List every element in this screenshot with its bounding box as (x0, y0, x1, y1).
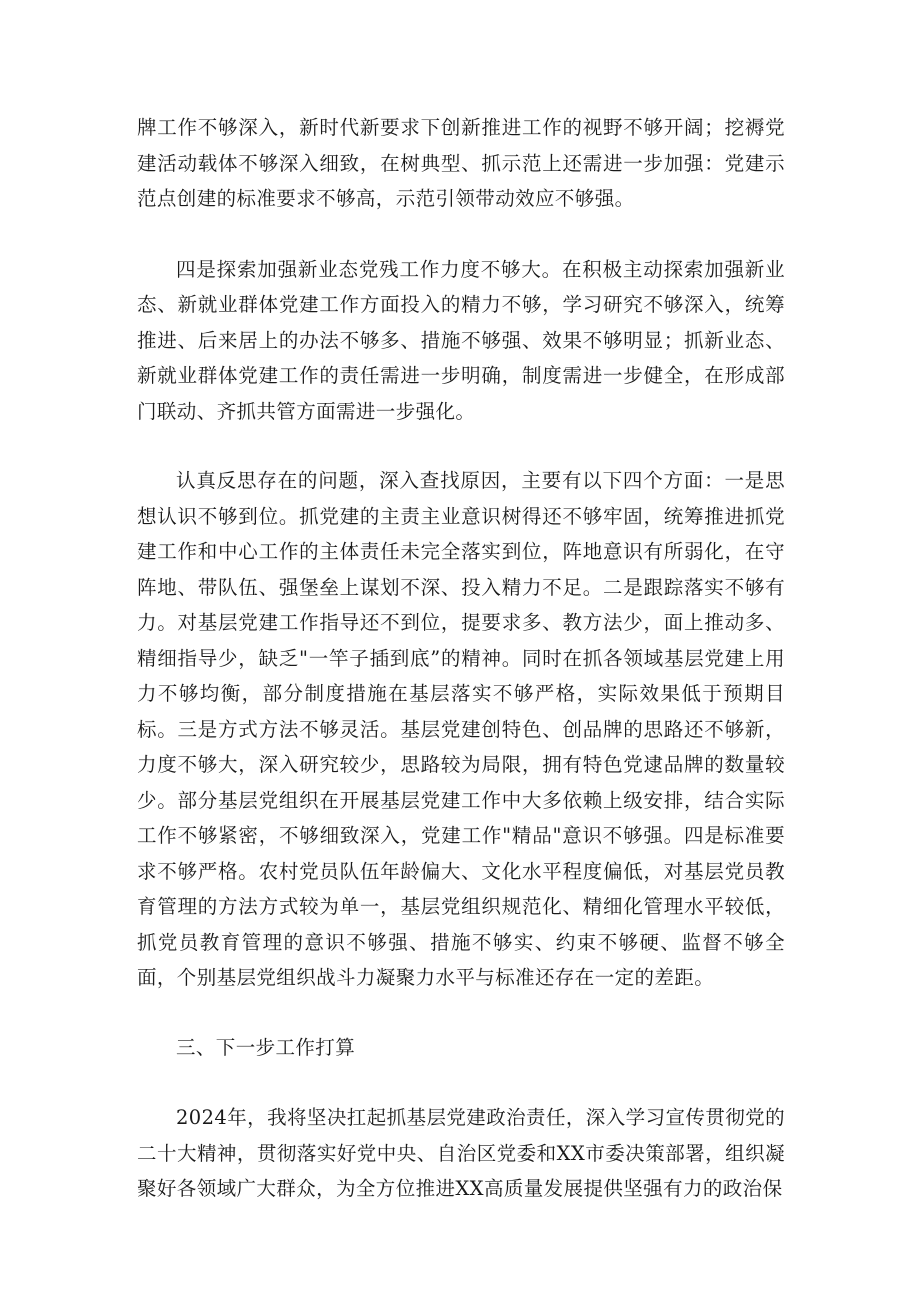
paragraph-continuation: 牌工作不够深入，新时代新要求下创新推进工作的视野不够开阔；挖褥党建活动载体不够深入细致，在树典型、抓示范上还需进一步加强：党建示范点创建的标准要求不够高，示范引领带动效应不够强。 (137, 116, 785, 210)
paragraph-point-four: 四是探索加强新业态党残工作力度不够大。在积极主动探索加强新业态、新就业群体党建工作方面投入的精力不够，学习研究不够深入，统筹推进、后来居上的办法不够多、措施不够强、效果不够明显；抓新业态、新就业群体党建工作的责任需进一步明确，制度需进一步健全，在形成部门联动、齐抓共管方面需进一步强化。 (137, 257, 785, 423)
document-body (137, 110, 785, 1241)
paragraph-cause-analysis: 认真反思存在的问题，深入查找原因，主要有以下四个方面：一是思想认识不够到位。抓党建的主责主业意识树得还不够牢固，统筹推进抓党建工作和中心工作的主体责任未完全落实到位，阵地意识有所弱化，在守阵地、带队伍、强堡垒上谋划不深、投入精力不足。二是跟踪落实不够有力。对基层党建工作指导还不到位，提要求多、教方法少，面上推动多、精细指导少，缺乏"一竿子插到底”的精神。同时在抓各领域基层党建上用力不够均衡，部分制度措施在基层落实不够严格，实际效果低于预期目标。三是方式方法不够灵活。基层党建创特色、创品牌的思路还不够新，力度不够大，深入研究较少，思路较为局限，拥有特色党逮品牌的数量较少。部分基层党组织在开展基层党建工作中大多依赖上级安排，结合实际工作不够紧密，不够细致深入，党建工作"精品"意识不够强。四是标准要求不够严格。农村党员队伍年龄偏大、文化水平程度偏低，对基层党员教育管理的方法方式较为单一，基层党组织规范化、精细化管理水平较低，抓党员教育管理的意识不够强、措施不够实、约束不够硬、监督不够全面，个别基层党组织战斗力凝聚力水平与标准还存在一定的差距。 (137, 469, 785, 989)
section-heading: 三、下一步工作打算 (176, 1035, 356, 1059)
paragraph-next-steps: 2024年，我将坚决扛起抓基层党建政治责任，深入学习宣传贯彻党的二十大精神，贯彻落实好党中央、自治区党委和XX市委决策部署，组织凝聚好各领域广大群众，为全方位推进XX高质量发展提供坚强有力的政治保 (137, 1106, 785, 1200)
